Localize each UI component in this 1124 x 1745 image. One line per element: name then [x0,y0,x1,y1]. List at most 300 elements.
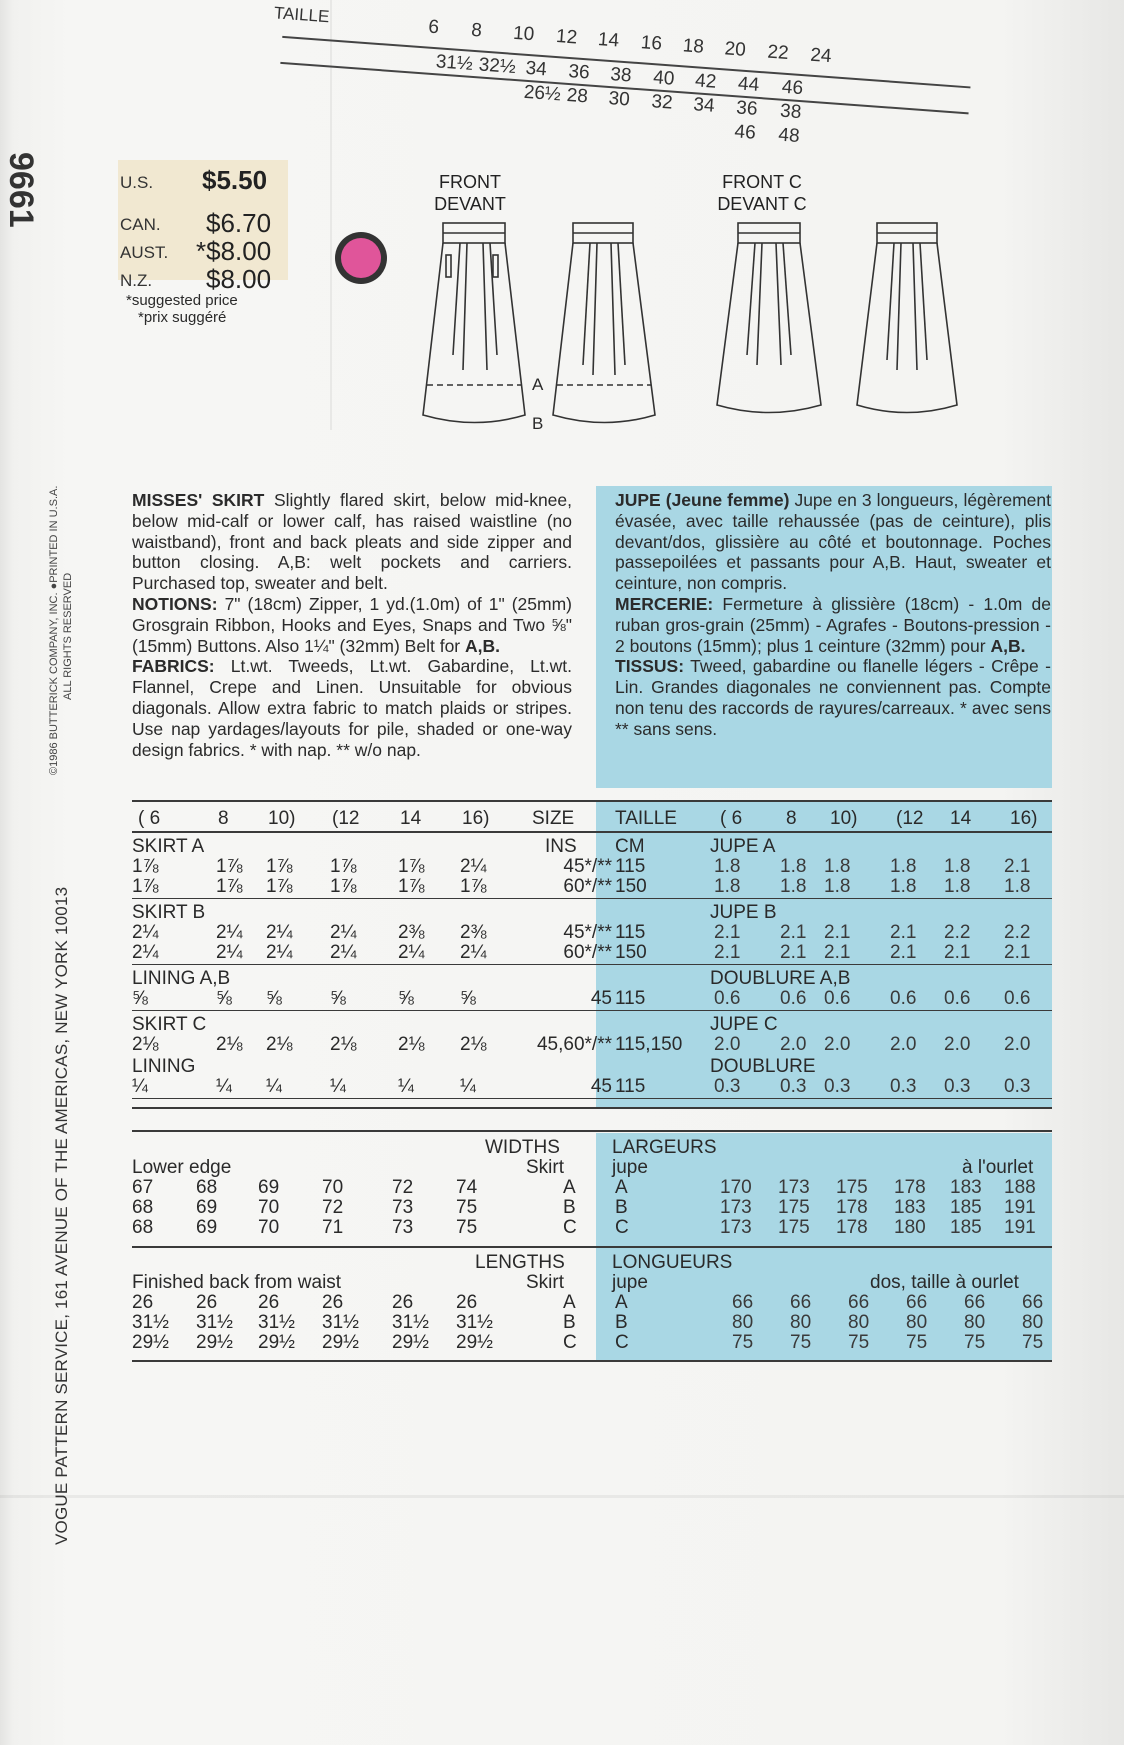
length-cell-en: 29½ [456,1332,493,1353]
yardage-cell-en: 2⅛ [460,1034,487,1055]
mercerie-title: MERCERIE: [615,593,714,614]
yardage-cell-fr: 1.8 [714,856,741,877]
devant-c-label: DEVANT C [717,194,807,214]
top-waist-cell: 30 [607,87,631,111]
length-cell-fr: 80 [964,1312,986,1333]
devant-label: DEVANT [434,194,506,214]
yardage-width-cm: 115,150 [615,1034,683,1055]
yardage-cell-en: 2¼ [132,942,159,963]
yardage-cell-fr: 2.0 [824,1034,851,1055]
table-rule [132,898,1052,899]
width-cell-en: 68 [132,1197,154,1218]
price-us-value: $5.50 [202,165,268,195]
front-label: FRONT [439,172,501,192]
yardage-cell-en: ⅝ [330,988,346,1009]
yardage-width-ins: 60*/** [563,876,612,897]
yardage-cell-fr: 2.1 [780,922,807,943]
widths-skirt-fr: jupe [612,1157,648,1178]
yardage-cell-fr: 0.3 [714,1076,741,1097]
suggested-price-note: *suggested price [126,292,238,309]
yardage-cell-fr: 2.1 [1004,942,1031,963]
yardage-cell-fr: 2.2 [1004,922,1031,943]
length-cell-fr: 80 [790,1312,812,1333]
size-header-fr: 16) [1010,808,1038,829]
cm-label: CM [615,836,645,857]
yardage-cell-en: 1⅞ [460,876,487,897]
yardage-cell-en: 1⅞ [330,876,357,897]
yardage-cell-en: 2⅛ [132,1034,159,1055]
skirt-ab-back-drawing [553,223,655,423]
yardage-cell-fr: 2.2 [944,922,971,943]
yardage-cell-fr: 1.8 [780,856,807,877]
width-cell-en: 74 [456,1177,478,1198]
top-bust-cell: 36 [567,60,591,84]
yardage-width-ins: 45 [590,988,612,1009]
width-cell-fr: 183 [894,1197,926,1218]
length-cell-en: 29½ [132,1332,169,1353]
width-cell-en: 69 [258,1177,280,1198]
width-cell-fr: 178 [894,1177,926,1198]
description-english [132,490,572,760]
yardage-cell-en: ⅝ [460,988,476,1009]
length-view: C [563,1332,577,1353]
length-cell-fr: 75 [1022,1332,1044,1353]
length-cell-fr: 80 [848,1312,870,1333]
yardage-cell-fr: 0.6 [1004,988,1031,1009]
yardage-width-ins: 45*/** [563,922,612,943]
table-rule [132,1107,1052,1109]
top-waist-cell: 28 [566,84,589,108]
view-b-label: B [532,414,544,433]
section-title-fr: JUPE B [710,902,777,923]
yardage-cell-en: ⅝ [398,988,414,1009]
size-header-fr: 8 [786,808,797,829]
width-cell-en: 69 [196,1197,218,1218]
width-cell-fr: 178 [836,1197,868,1218]
length-view-fr: B [615,1312,628,1333]
yardage-width-ins: 45 [590,1076,612,1097]
width-cell-fr: 180 [894,1217,926,1238]
price-nz-value: $8.00 [206,264,272,294]
length-cell-en: 31½ [456,1312,493,1333]
top-waist-cell: 34 [692,94,716,117]
widths-title-fr: LARGEURS [612,1137,717,1158]
spine-address: VOGUE PATTERN SERVICE, 161 AVENUE OF THE AMERICAS, NEW YORK 10013 [52,886,71,1545]
top-bust-cell: 38 [609,64,633,87]
size-header-en: 10) [268,808,296,829]
yardage-cell-fr: 0.6 [780,988,807,1009]
yardage-cell-en: 2¼ [266,922,293,943]
top-hip-cell: 46 [733,121,757,144]
yardage-width-ins: 45*/** [563,856,612,877]
top-hip-cell: 48 [777,124,801,148]
top-size-cell: 18 [681,35,705,58]
yardage-cell-en: 2⅜ [460,922,487,943]
top-size-cell: 20 [723,38,747,61]
yardage-cell-fr: 2.0 [714,1034,741,1055]
width-cell-en: 73 [392,1197,414,1218]
yardage-cell-en: 2¼ [216,942,243,963]
yardage-cell-fr: 0.3 [1004,1076,1031,1097]
yardage-cell-fr: 0.6 [714,988,741,1009]
size-header-en: (12 [332,808,360,829]
yardage-cell-en: 1⅞ [398,876,425,897]
length-cell-fr: 80 [732,1312,754,1333]
size-header-fr: 10) [830,808,858,829]
table-rule [132,1010,1052,1011]
width-cell-fr: 173 [720,1217,752,1238]
table-rule [132,1360,1052,1362]
widths-skirt-en: Skirt [526,1157,564,1178]
length-view-fr: A [615,1292,628,1313]
yardage-cell-fr: 2.1 [714,942,741,963]
width-cell-fr: 175 [778,1197,810,1218]
table-rule [132,800,1052,802]
section-title-en: LINING [132,1056,196,1077]
yardage-cell-en: 2⅛ [398,1034,425,1055]
width-cell-fr: 178 [836,1217,868,1238]
section-title-en: SKIRT A [132,836,205,857]
yardage-cell-fr: 2.0 [1004,1034,1031,1055]
size-header-fr: (12 [896,808,924,829]
width-view-fr: B [615,1197,628,1218]
length-cell-fr: 66 [964,1292,986,1313]
table-rule [132,1098,1052,1099]
yardage-cell-fr: 0.6 [824,988,851,1009]
length-cell-fr: 75 [848,1332,870,1353]
section-title-en: SKIRT C [132,1014,207,1035]
yardage-cell-en: 1⅞ [132,856,159,877]
widths-note-fr: à l'ourlet [962,1157,1034,1178]
yardage-cell-fr: 1.8 [780,876,807,897]
view-a-label: A [532,375,544,394]
length-cell-en: 29½ [392,1332,429,1353]
yardage-cell-fr: 0.3 [780,1076,807,1097]
top-bust-cell: 40 [652,67,676,90]
top-bust-cell: 46 [781,76,804,100]
top-waist-cell: 38 [779,100,803,124]
width-cell-fr: 191 [1004,1217,1036,1238]
notions-views: A,B. [465,635,500,656]
table-rule [132,964,1052,965]
description-french [615,490,1051,740]
yardage-cell-en: 2⅛ [216,1034,243,1055]
yardage-cell-en: 1⅞ [266,876,293,897]
yardage-cell-fr: 2.0 [890,1034,917,1055]
width-cell-fr: 188 [1004,1177,1036,1198]
yardage-width-cm: 115 [615,856,646,877]
width-view: C [563,1217,577,1238]
yardage-cell-en: ⅝ [132,988,148,1009]
yardage-cell-en: 2¼ [216,922,243,943]
yardage-width-cm: 150 [615,876,647,897]
yardage-cell-fr: 2.1 [824,942,851,963]
width-cell-en: 68 [132,1217,154,1238]
size-strip-label: TAILLE [273,3,331,27]
table-rule [132,1246,1052,1248]
pink-dot-sticker [335,232,387,284]
yardage-cell-fr: 1.8 [824,876,851,897]
yardage-cell-en: 2⅜ [398,922,425,943]
price-aust-label: AUST. [120,243,169,262]
mercerie-views: A,B. [990,635,1026,656]
width-cell-en: 67 [132,1177,154,1198]
price-nz-label: N.Z. [120,271,153,290]
width-cell-fr: 173 [778,1177,810,1198]
top-size-cell: 10 [512,22,536,46]
yardage-cell-en: ¼ [132,1076,148,1097]
top-waist-cell: 26½ [523,81,562,106]
lengths-title-fr: LONGUEURS [612,1252,733,1273]
tissus-title: TISSUS: [615,656,685,677]
length-cell-fr: 80 [906,1312,928,1333]
top-size-cell: 8 [470,19,483,42]
yardage-cell-en: 2¼ [330,942,357,963]
size-chart-strip [273,0,973,175]
notions-title: NOTIONS: [132,593,218,614]
yardage-cell-fr: 0.6 [944,988,971,1009]
yardage-cell-en: 2¼ [398,942,425,963]
yardage-cell-fr: 0.3 [824,1076,851,1097]
yardage-cell-en: ⅝ [216,988,232,1009]
yardage-width-cm: 115 [615,922,646,943]
length-cell-fr: 66 [732,1292,754,1313]
yardage-cell-fr: 2.1 [890,942,917,963]
yardage-cell-fr: 0.3 [944,1076,971,1097]
width-cell-en: 69 [196,1217,218,1238]
yardage-cell-en: ⅝ [266,988,282,1009]
skirt-c-back-drawing [857,223,957,413]
yardage-cell-en: 1⅞ [132,876,159,897]
length-cell-fr: 75 [964,1332,986,1353]
width-cell-en: 72 [392,1177,414,1198]
section-title-en: SKIRT B [132,902,206,923]
width-cell-en: 75 [456,1197,478,1218]
yardage-cell-en: 1⅞ [398,856,425,877]
size-header-fr: ( 6 [720,808,743,829]
yardage-cell-fr: 2.1 [1004,856,1031,877]
width-cell-fr: 183 [950,1177,982,1198]
length-cell-fr: 66 [848,1292,870,1313]
price-us-label: U.S. [120,173,154,192]
width-view: A [563,1177,576,1198]
table-rule [132,831,1052,833]
length-view-fr: C [615,1332,629,1353]
length-cell-en: 29½ [258,1332,295,1353]
widths-title-en: WIDTHS [485,1137,560,1158]
yardage-cell-fr: 1.8 [890,856,917,877]
lengths-subtitle-en: Finished back from waist [132,1272,342,1293]
width-cell-fr: 191 [1004,1197,1036,1218]
length-cell-en: 26 [322,1292,344,1313]
lengths-skirt-en: Skirt [526,1272,564,1293]
yardage-cell-en: ¼ [216,1076,232,1097]
yardage-cell-fr: 0.6 [890,988,917,1009]
table-rule [132,1130,1052,1132]
yardage-cell-en: ¼ [398,1076,414,1097]
length-cell-en: 31½ [322,1312,359,1333]
length-cell-en: 31½ [258,1312,295,1333]
length-cell-en: 26 [456,1292,478,1313]
tissus-text: Tweed, gabardine ou flanelle légers - Crêpe - Lin. Grandes diagonales ne conviennent pas. Compte non tenu des raccords de rayures/carreaux. * avec sens ** sans sens. [615,656,1051,739]
width-cell-en: 68 [196,1177,218,1198]
width-cell-en: 73 [392,1217,414,1238]
price-can-label: CAN. [120,215,161,234]
length-cell-fr: 66 [790,1292,812,1313]
width-cell-en: 72 [322,1197,344,1218]
suggested-price-note-fr: *prix suggéré [138,309,227,326]
yardage-cell-en: 1⅞ [266,856,293,877]
skirt-illustrations [405,215,985,435]
pattern-envelope-back: TAILLE 6 8 10 12 14 16 18 20 22 24 31½ 32½ 34 36 38 40 42 44 46 26½ 28 30 32 34 36 38 46 48 9661 VOGUE PATTERN SERVICE, 161 AVENUE OF THE AMERICAS, NEW YORK 10013 ©1986 BUTTERICK COMPANY, INC. ●PRINTED IN U.S.A. ALL RIGHTS RESERVED U.S. $5.50 CAN. $6.70 AUST. *$8.00 N.Z. $8.00 *suggested price *prix suggéré FRONT DEVANT FRONT C DEVANT C A B MISSES' SKIRT Slightly flared skirt, below mid-knee, below mid-calf or lower calf, has raised waistline (no waistband), front and back pleats and side zipper and button closing. A,B: welt pockets and carriers. Purchased top, sweater and belt. NOTIONS: 7" (18cm) Zipper, 1 yd.(1.0m) of 1" (25mm) Grosgrain Ribbon, Hooks and Eyes, Snaps and Two ⅝" (15mm) Buttons. Also 1¼" (32mm) Belt for A,B. FABRICS: Lt.wt. Tweeds, Lt.wt. Gabardine, Lt.wt. Flannel, Crepe and Linen. Unsuitable for obvious diagonals. Allow extra fabric to match plaids or stripes. Use nap yardages/layouts for pile, shaded or one-way design fabrics. * with nap. ** w/o nap. JUPE (Jeune femme) Jupe en 3 longueurs, légèrement évasée, avec taille rehaussée (pas de ceinture), plis devant/dos, glissière au côté et boutonnage. Poches passepoilées et passants pour A,B. Haut, sweater et ceinture, non compris. MERCERIE: Fermeture à glissière (18cm) - 1.0m de ruban gros-grain (25mm) - Agrafes - Boutons-pression - 2 boutons (15mm); plus 1 ceinture (32mm) pour A,B. TISSUS: Tweed, gabardine ou flanelle légers - Crêpe - Lin. Grandes diagonales ne conviennent pas. Compte non tenu des raccords de rayures/carreaux. * avec sens ** sans sens. ( 6 8 10) (12 14 16) SIZE TAILLE ( 6 8 10) (12 14 16) SKIRT A JUPE A INS CM 1⅞ 1⅞ 1⅞ 1⅞ 1⅞ 2¼ 45*/** 115 1.8 1.8 1.8 1.8 1.8 2.1 1⅞ 1⅞ 1⅞ 1⅞ 1⅞ 1⅞ 60*/** 150 1.8 1.8 1.8 1.8 1.8 1.8 SKIRT B JUPE B 2¼ 2¼ 2¼ 2¼ 2⅜ 2⅜ 45*/** 115 2.1 2.1 2.1 2.1 2.2 2.2 2¼ 2¼ 2¼ 2¼ 2¼ 2¼ 60*/** 150 2.1 2.1 2.1 2.1 2.1 2.1 LINING A,B DOUBLURE A,B ⅝ ⅝ ⅝ ⅝ ⅝ ⅝ 45 115 0.6 0.6 0.6 0.6 0.6 0.6 SKIRT C JUPE C 2⅛ 2⅛ 2⅛ 2⅛ 2⅛ 2⅛ 45,60*/** 115,150 2.0 2.0 2.0 2.0 2.0 2.0 LINING DOUBLURE ¼ ¼ ¼ ¼ ¼ ¼ 45 115 0.3 0.3 0.3 0.3 0.3 0.3 WIDTHS LARGEURS Lower edge Skirt jupe à l'ourlet 67 68 69 70 72 74 A A 170 173 175 178 183 188 68 69 70 72 73 75 B B 173 175 178 183 185 191 68 69 70 71 73 75 C C 173 175 178 180 185 191 LENGTHS LONGUEURS Finished back from waist Skirt jupe dos, taille à ourlet 26 26 26 26 26 26 A A 66 66 66 66 66 66 31½ 31½ 31½ 31½ 31½ 31½ B B 80 80 80 80 80 80 29½ 29½ 29½ 29½ 29½ 29½ C C 75 75 75 75 75 75 [0,0,1124,1745]
size-header-fr: 14 [950,808,972,829]
yardage-cell-fr: 1.8 [824,856,851,877]
fabrics-title: FABRICS: [132,656,215,677]
yardage-cell-en: ¼ [330,1076,346,1097]
top-size-cell: 6 [427,16,440,39]
width-cell-en: 70 [258,1197,280,1218]
yardage-cell-en: 2¼ [330,922,357,943]
length-cell-fr: 66 [1022,1292,1044,1313]
taille-label: TAILLE [615,808,677,829]
price-aust-value: *$8.00 [196,236,272,266]
width-cell-fr: 185 [950,1217,982,1238]
length-cell-en: 26 [258,1292,280,1313]
top-waist-cell: 36 [735,97,759,120]
top-bust-cell: 44 [737,73,760,96]
top-size-cell: 14 [597,29,620,52]
yardage-width-cm: 150 [615,942,647,963]
ins-label: INS [545,836,577,857]
yardage-cell-fr: 2.1 [714,922,741,943]
top-size-cell: 16 [640,32,663,55]
yardage-width-cm: 115 [615,988,646,1009]
section-title-fr: JUPE C [710,1014,778,1035]
section-title-fr: JUPE A [710,836,776,857]
width-cell-fr: 175 [778,1217,810,1238]
notions-text: 7" (18cm) Zipper, 1 yd.(1.0m) of 1" (25mm) Grosgrain Ribbon, Hooks and Eyes, Snaps and Two ⅝" (15mm) Buttons. Also 1¼" (32mm) Belt for [132,593,572,656]
length-view: B [563,1312,576,1333]
yardage-cell-en: 1⅞ [330,856,357,877]
yardage-cell-fr: 1.8 [944,856,971,877]
section-title-fr: DOUBLURE [710,1056,816,1077]
yardage-cell-en: 2⅛ [330,1034,357,1055]
lengths-title-en: LENGTHS [475,1252,565,1273]
width-cell-fr: 185 [950,1197,982,1218]
size-header-en: 16) [462,808,490,829]
yardage-cell-fr: 2.1 [824,922,851,943]
length-cell-en: 29½ [322,1332,359,1353]
length-cell-en: 31½ [132,1312,169,1333]
top-bust-cell: 31½ [435,51,474,75]
yardage-cell-en: 2⅛ [266,1034,293,1055]
width-view-fr: C [615,1217,629,1238]
yardage-cell-en: ¼ [460,1076,476,1097]
yardage-cell-en: 2¼ [132,922,159,943]
width-view: B [563,1197,576,1218]
front-c-label: FRONT C [722,172,802,192]
yardage-cell-en: 1⅞ [216,856,243,877]
length-cell-en: 26 [196,1292,218,1313]
lengths-note-fr: dos, taille à ourlet [870,1272,1019,1293]
yardage-cell-fr: 1.8 [1004,876,1031,897]
yardage-cell-fr: 1.8 [714,876,741,897]
width-cell-fr: 170 [720,1177,752,1198]
section-title-en: LINING A,B [132,968,231,989]
yardage-cell-fr: 2.1 [780,942,807,963]
yardage-cell-fr: 0.3 [890,1076,917,1097]
mercerie-text: Fermeture à glissière (18cm) - 1.0m de ruban gros-grain (25mm) - Agrafes - Boutons-pression - 2 boutons (15mm); plus 1 ceinture (32mm) pour [615,593,1051,656]
yardage-cell-fr: 1.8 [890,876,917,897]
length-cell-en: 26 [132,1292,154,1313]
width-cell-fr: 173 [720,1197,752,1218]
yardage-cell-en: 2¼ [460,942,487,963]
length-cell-en: 31½ [392,1312,429,1333]
yardage-width-ins: 45,60*/** [536,1034,612,1055]
rights-line: ALL RIGHTS RESERVED [62,572,74,700]
length-view: A [563,1292,576,1313]
price-can-value: $6.70 [206,208,272,238]
widths-subtitle-en: Lower edge [132,1157,232,1178]
length-cell-fr: 66 [906,1292,928,1313]
width-cell-fr: 175 [836,1177,868,1198]
top-bust-cell: 34 [524,57,548,81]
top-size-cell: 24 [809,44,833,68]
size-header-en: ( 6 [138,808,161,829]
lengths-skirt-fr: jupe [612,1272,648,1293]
length-cell-fr: 80 [1022,1312,1044,1333]
desc-body-fr: Jupe en 3 longueurs, légèrement évasée, avec taille rehaussée (pas de ceinture), plis devant/dos, glissière au côté et boutonnage. Poches passepoilées et passants pour A,B. Haut, sweater et ceinture, non compris. [615,490,1051,594]
top-bust-cell: 42 [694,70,718,93]
section-title-fr: DOUBLURE A,B [710,968,851,989]
skirt-c-front-drawing [717,223,821,413]
yardage-cell-en: 2¼ [266,942,293,963]
yardage-cell-fr: 2.0 [944,1034,971,1055]
width-cell-en: 75 [456,1217,478,1238]
length-cell-en: 31½ [196,1312,233,1333]
yardage-width-cm: 115 [615,1076,646,1097]
top-bust-cell: 32½ [478,54,517,79]
yardage-cell-fr: 2.1 [890,922,917,943]
desc-body-en: Slightly flared skirt, below mid-knee, below mid-calf or lower calf, has raised waistline (no waistband), front and back pleats and side zipper and button closing. A,B: welt pockets and carriers. Purchased top, sweater and belt. [132,490,573,594]
fold-crease [0,1495,1124,1498]
size-header-en: 14 [400,808,422,829]
skirt-ab-front-drawing [423,223,525,423]
size-label: SIZE [532,808,575,829]
length-cell-fr: 75 [906,1332,928,1353]
desc-title-fr: JUPE (Jeune femme) [615,490,790,510]
width-cell-en: 70 [258,1217,280,1238]
top-size-cell: 12 [555,25,578,49]
copyright-line: ©1986 BUTTERICK COMPANY, INC. ●PRINTED IN U.S.A. [48,485,60,775]
yardage-cell-fr: 1.8 [944,876,971,897]
yardage-width-ins: 60*/** [563,942,612,963]
size-header-en: 8 [218,808,229,829]
yardage-cell-fr: 2.1 [944,942,971,963]
width-cell-en: 71 [322,1217,344,1238]
length-cell-en: 26 [392,1292,414,1313]
yardage-cell-en: 1⅞ [216,876,243,897]
fabrics-text: Lt.wt. Tweeds, Lt.wt. Gabardine, Lt.wt. Flannel, Crepe and Linen. Unsuitable for obvious diagonals. Allow extra fabric to match plaids or stripes. Use nap yardages/layouts for pile, shaded or one-way design fabrics. * with nap. ** w/o nap. [132,656,572,760]
top-size-cell: 22 [766,41,790,64]
yardage-cell-en: 2¼ [460,856,487,877]
desc-title-en: MISSES' SKIRT [132,490,265,510]
length-cell-fr: 75 [790,1332,812,1353]
yardage-cell-en: ¼ [266,1076,282,1097]
width-cell-en: 70 [322,1177,344,1198]
length-cell-en: 29½ [196,1332,233,1353]
length-cell-fr: 75 [732,1332,754,1353]
